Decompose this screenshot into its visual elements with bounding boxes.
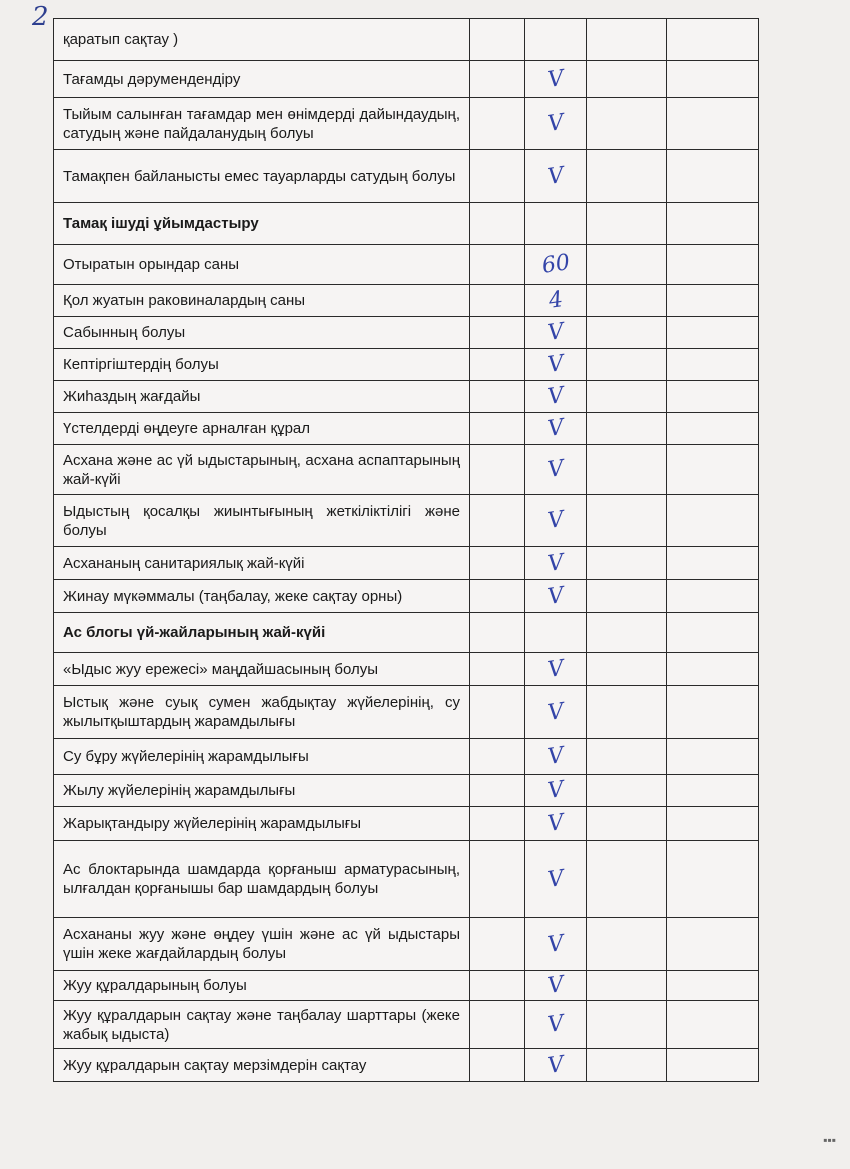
empty-cell — [667, 1049, 759, 1082]
handwritten-mark: V — [545, 1051, 566, 1079]
handwritten-mark-cell — [525, 686, 587, 739]
table-row — [54, 19, 759, 61]
empty-cell — [667, 98, 759, 150]
handwritten-mark: V — [545, 865, 566, 893]
handwritten-mark: V — [545, 507, 566, 534]
criterion-label: Сабынның болуы — [54, 317, 470, 349]
empty-cell — [470, 841, 525, 918]
criterion-label: «Ыдыс жуу ережесі» маңдайшасының болуы — [54, 653, 470, 686]
empty-cell — [470, 580, 525, 613]
empty-cell — [470, 807, 525, 841]
table-row — [54, 841, 759, 918]
handwritten-mark-cell — [525, 495, 587, 547]
empty-cell — [470, 349, 525, 381]
empty-cell — [470, 445, 525, 495]
table-row — [54, 413, 759, 445]
table-row — [54, 381, 759, 413]
criterion-label: Жуу құралдарын сақтау және таңбалау шарттары (жеке жабық ыдыста) — [54, 1001, 470, 1049]
handwritten-mark-cell — [525, 1001, 587, 1049]
handwritten-mark-cell — [525, 807, 587, 841]
table-row — [54, 686, 759, 739]
corner-mark: ▪▪▪ — [823, 1133, 836, 1147]
handwritten-mark: V — [545, 698, 566, 726]
handwritten-mark: V — [545, 415, 566, 442]
handwritten-mark-cell — [525, 739, 587, 775]
empty-cell — [667, 971, 759, 1001]
empty-cell — [667, 739, 759, 775]
table-row — [54, 807, 759, 841]
empty-cell — [587, 841, 667, 918]
empty-cell — [470, 150, 525, 203]
handwritten-mark: 4 — [546, 287, 565, 314]
criterion-label: Жиһаздың жағдайы — [54, 381, 470, 413]
handwritten-mark-cell — [525, 19, 587, 61]
empty-cell — [470, 203, 525, 245]
handwritten-mark: V — [545, 110, 566, 137]
empty-cell — [587, 317, 667, 349]
empty-cell — [587, 19, 667, 61]
table-row — [54, 349, 759, 381]
handwritten-mark-cell — [525, 349, 587, 381]
table-row — [54, 61, 759, 98]
handwritten-mark-cell — [525, 381, 587, 413]
criterion-label: Ыстық және суық сумен жабдықтау жүйелерінің, су жылытқыштардың жарамдылығы — [54, 686, 470, 739]
empty-cell — [667, 285, 759, 317]
empty-cell — [587, 1001, 667, 1049]
empty-cell — [470, 547, 525, 580]
empty-cell — [667, 613, 759, 653]
table-row — [54, 918, 759, 971]
empty-cell — [667, 580, 759, 613]
empty-cell — [587, 807, 667, 841]
empty-cell — [470, 245, 525, 285]
empty-cell — [470, 285, 525, 317]
empty-cell — [587, 613, 667, 653]
handwritten-mark-cell — [525, 317, 587, 349]
handwritten-mark-cell — [525, 918, 587, 971]
empty-cell — [667, 381, 759, 413]
criterion-label: Тамақпен байланысты емес тауарларды сатудың болуы — [54, 150, 470, 203]
handwritten-mark-cell — [525, 775, 587, 807]
empty-cell — [470, 775, 525, 807]
empty-cell — [470, 1001, 525, 1049]
empty-cell — [587, 61, 667, 98]
handwritten-mark-cell — [525, 413, 587, 445]
empty-cell — [587, 150, 667, 203]
handwritten-mark: V — [545, 549, 566, 577]
handwritten-mark-cell — [525, 1049, 587, 1082]
empty-cell — [667, 918, 759, 971]
criterion-label: Тамақ ішуді ұйымдастыру — [54, 203, 470, 245]
empty-cell — [667, 317, 759, 349]
table-row — [54, 317, 759, 349]
handwritten-mark: V — [545, 162, 566, 190]
empty-cell — [587, 349, 667, 381]
empty-cell — [470, 739, 525, 775]
table-row — [54, 150, 759, 203]
empty-cell — [470, 98, 525, 150]
table-row — [54, 653, 759, 686]
empty-cell — [587, 98, 667, 150]
empty-cell — [667, 495, 759, 547]
criterion-label: Ыдыстың қосалқы жиынтығының жеткіліктілігі және болуы — [54, 495, 470, 547]
criterion-label: Тағамды дәрумендендіру — [54, 61, 470, 98]
empty-cell — [587, 918, 667, 971]
criterion-label: қаратып сақтау ) — [54, 19, 470, 61]
empty-cell — [587, 653, 667, 686]
empty-cell — [470, 653, 525, 686]
empty-cell — [667, 19, 759, 61]
handwritten-mark-cell — [525, 841, 587, 918]
empty-cell — [667, 445, 759, 495]
empty-cell — [470, 1049, 525, 1082]
empty-cell — [587, 445, 667, 495]
criterion-label: Жинау мүкәммалы (таңбалау, жеке сақтау орны) — [54, 580, 470, 613]
empty-cell — [470, 61, 525, 98]
empty-cell — [667, 775, 759, 807]
empty-cell — [587, 413, 667, 445]
handwritten-mark: 60 — [539, 250, 572, 279]
empty-cell — [667, 203, 759, 245]
handwritten-mark: V — [545, 383, 566, 410]
empty-cell — [667, 150, 759, 203]
handwritten-mark: V — [545, 1011, 566, 1038]
handwritten-mark-cell — [525, 547, 587, 580]
criterion-label: Жылу жүйелерінің жарамдылығы — [54, 775, 470, 807]
empty-cell — [667, 1001, 759, 1049]
criterion-label: Асхана және ас үй ыдыстарының, асхана аспаптарының жай-күйі — [54, 445, 470, 495]
empty-cell — [470, 918, 525, 971]
empty-cell — [470, 686, 525, 739]
criterion-label: Тыйым салынған тағамдар мен өнімдерді дайындаудың, сатудың және пайдаланудың болуы — [54, 98, 470, 150]
empty-cell — [470, 381, 525, 413]
empty-cell — [667, 245, 759, 285]
table-row — [54, 580, 759, 613]
empty-cell — [667, 653, 759, 686]
criterion-label: Қол жуатын раковиналардың саны — [54, 285, 470, 317]
criterion-label: Жуу құралдарын сақтау мерзімдерін сақтау — [54, 1049, 470, 1082]
table-row — [54, 285, 759, 317]
handwritten-mark: V — [545, 777, 566, 804]
handwritten-mark-cell — [525, 245, 587, 285]
empty-cell — [470, 317, 525, 349]
table-row — [54, 739, 759, 775]
empty-cell — [470, 613, 525, 653]
empty-cell — [587, 285, 667, 317]
handwritten-mark-cell — [525, 150, 587, 203]
handwritten-mark: V — [545, 930, 566, 958]
handwritten-mark-cell — [525, 580, 587, 613]
empty-cell — [587, 495, 667, 547]
handwritten-mark-cell — [525, 613, 587, 653]
page-number: 2 — [32, 2, 49, 32]
empty-cell — [667, 807, 759, 841]
empty-cell — [667, 547, 759, 580]
table-row — [54, 245, 759, 285]
handwritten-mark-cell — [525, 285, 587, 317]
empty-cell — [587, 1049, 667, 1082]
criterion-label: Асхананың санитариялық жай-күйі — [54, 547, 470, 580]
empty-cell — [667, 413, 759, 445]
table-row — [54, 445, 759, 495]
handwritten-mark: V — [545, 351, 566, 378]
handwritten-mark-cell — [525, 203, 587, 245]
criterion-label: Жуу құралдарының болуы — [54, 971, 470, 1001]
handwritten-mark: V — [545, 655, 566, 683]
criterion-label: Үстелдерді өңдеуге арналған құрал — [54, 413, 470, 445]
empty-cell — [470, 971, 525, 1001]
empty-cell — [667, 61, 759, 98]
empty-cell — [587, 580, 667, 613]
table-row — [54, 547, 759, 580]
table-row — [54, 1001, 759, 1049]
handwritten-mark: V — [545, 743, 566, 770]
handwritten-mark-cell — [525, 971, 587, 1001]
criterion-label: Ас блогы үй-жайларының жай-күйі — [54, 613, 470, 653]
table-row — [54, 775, 759, 807]
empty-cell — [470, 19, 525, 61]
handwritten-mark: V — [545, 582, 566, 610]
handwritten-mark-cell — [525, 61, 587, 98]
handwritten-mark: V — [545, 319, 566, 346]
empty-cell — [587, 245, 667, 285]
table-row — [54, 98, 759, 150]
empty-cell — [470, 413, 525, 445]
handwritten-mark-cell — [525, 98, 587, 150]
section-header-row — [54, 203, 759, 245]
empty-cell — [587, 381, 667, 413]
empty-cell — [587, 547, 667, 580]
empty-cell — [587, 775, 667, 807]
empty-cell — [587, 203, 667, 245]
empty-cell — [587, 686, 667, 739]
table-row — [54, 1049, 759, 1082]
empty-cell — [667, 349, 759, 381]
criterion-label: Отыратын орындар саны — [54, 245, 470, 285]
criterion-label: Су бұру жүйелерінің жарамдылығы — [54, 739, 470, 775]
criterion-label: Асхананы жуу және өңдеу үшін және ас үй ыдыстары үшін жеке жағдайлардың болуы — [54, 918, 470, 971]
criterion-label: Ас блоктарында шамдарда қорғаныш арматурасының, ылғалдан қорғанышы бар шамдардың болуы — [54, 841, 470, 918]
empty-cell — [587, 971, 667, 1001]
criterion-label: Кептіргіштердің болуы — [54, 349, 470, 381]
empty-cell — [667, 686, 759, 739]
empty-cell — [470, 495, 525, 547]
handwritten-mark-cell — [525, 445, 587, 495]
empty-cell — [667, 841, 759, 918]
table-row — [54, 971, 759, 1001]
handwritten-mark: V — [545, 810, 566, 837]
handwritten-mark: V — [545, 65, 566, 93]
handwritten-mark-cell — [525, 653, 587, 686]
checklist-table — [53, 18, 759, 1082]
handwritten-mark: V — [545, 972, 566, 999]
handwritten-mark: V — [545, 456, 566, 483]
table-row — [54, 495, 759, 547]
empty-cell — [587, 739, 667, 775]
section-header-row — [54, 613, 759, 653]
criterion-label: Жарықтандыру жүйелерінің жарамдылығы — [54, 807, 470, 841]
